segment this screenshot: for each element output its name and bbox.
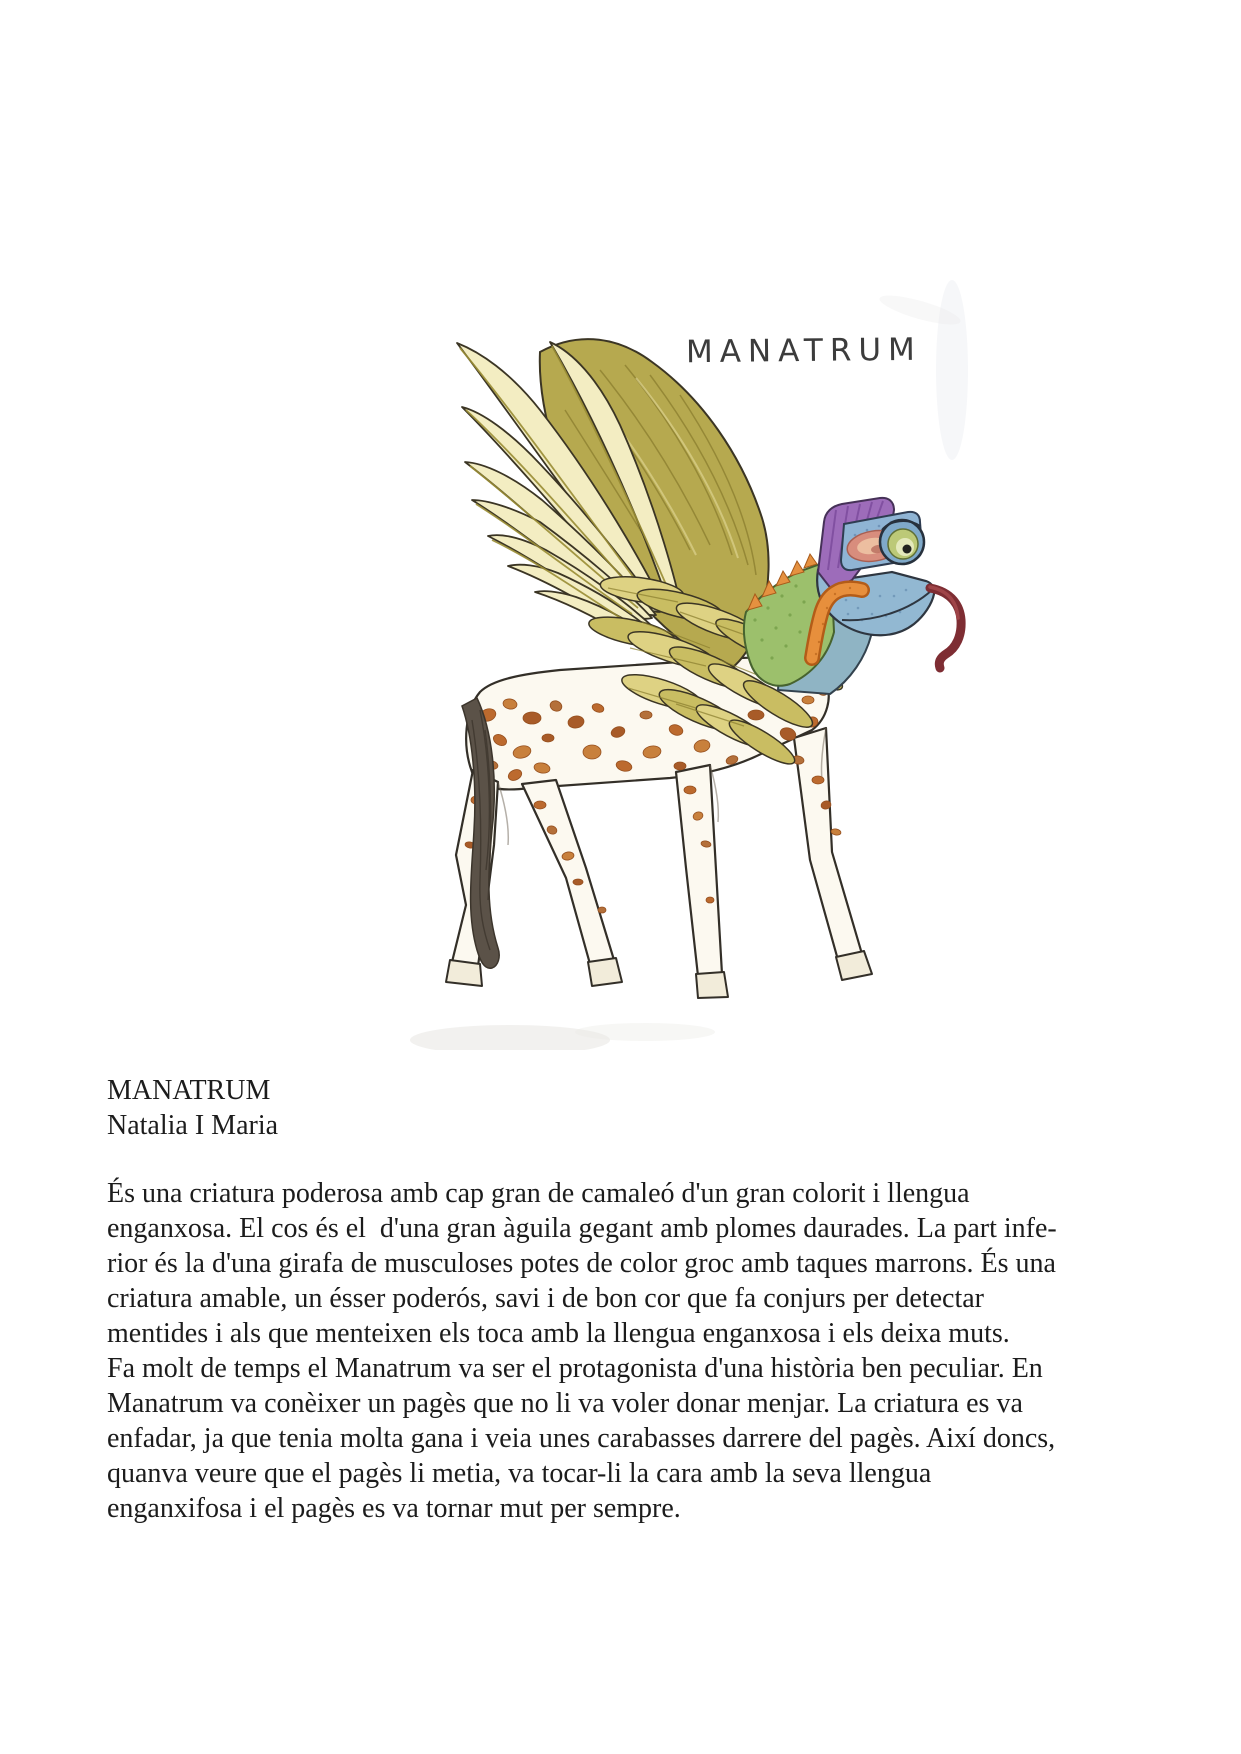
paragraph-line: mentides i als que menteixen els toca amb la llengua enganxosa i els deixa muts. xyxy=(107,1318,1010,1349)
paragraph-line: enganxosa. El cos és el d'una gran àguila gegant amb plomes daurades. La part infe- xyxy=(107,1213,1057,1244)
creature-illustration xyxy=(380,260,980,1050)
story-text-block xyxy=(107,1073,1177,1526)
paragraph-line: rior és la d'una girafa de musculoses potes de color groc amb taques marrons. És una xyxy=(107,1248,1056,1279)
paragraph-line: enganxifosa i el pagès es va tornar mut per sempre. xyxy=(107,1493,681,1524)
paragraph-line: Manatrum va conèixer un pagès que no li va voler donar menjar. La criatura es va xyxy=(107,1388,1023,1419)
document-title: MANATRUM xyxy=(107,1075,271,1106)
paragraph-line: És una criatura poderosa amb cap gran de camaleó d'un gran colorit i llengua xyxy=(107,1178,970,1209)
front-right-leg xyxy=(794,728,862,960)
hooves xyxy=(446,951,872,998)
authors-line: Natalia I Maria xyxy=(107,1110,279,1141)
paragraph-line: criatura amable, un ésser poderós, savi i de bon cor que fa conjurs per detectar xyxy=(107,1283,984,1314)
paragraph-line: quanva veure que el pagès li metia, va tocar-li la cara amb la seva llengua xyxy=(107,1458,932,1489)
story-paragraph xyxy=(107,1176,1177,1526)
sticky-tongue xyxy=(930,587,961,668)
chameleon-head xyxy=(744,498,961,694)
front-left-leg xyxy=(676,765,722,976)
pupil xyxy=(903,545,912,554)
paragraph-line: enfadar, ja que tenia molta gana i veia unes carabasses darrere del pagès. Així doncs, xyxy=(107,1423,1056,1454)
paragraph-line: Fa molt de temps el Manatrum va ser el protagonista d'una història ben peculiar. En xyxy=(107,1353,1043,1384)
creature-drawing-svg xyxy=(380,260,980,1050)
eye-turret xyxy=(880,520,924,564)
handwritten-title: MANATRUM xyxy=(685,331,922,371)
